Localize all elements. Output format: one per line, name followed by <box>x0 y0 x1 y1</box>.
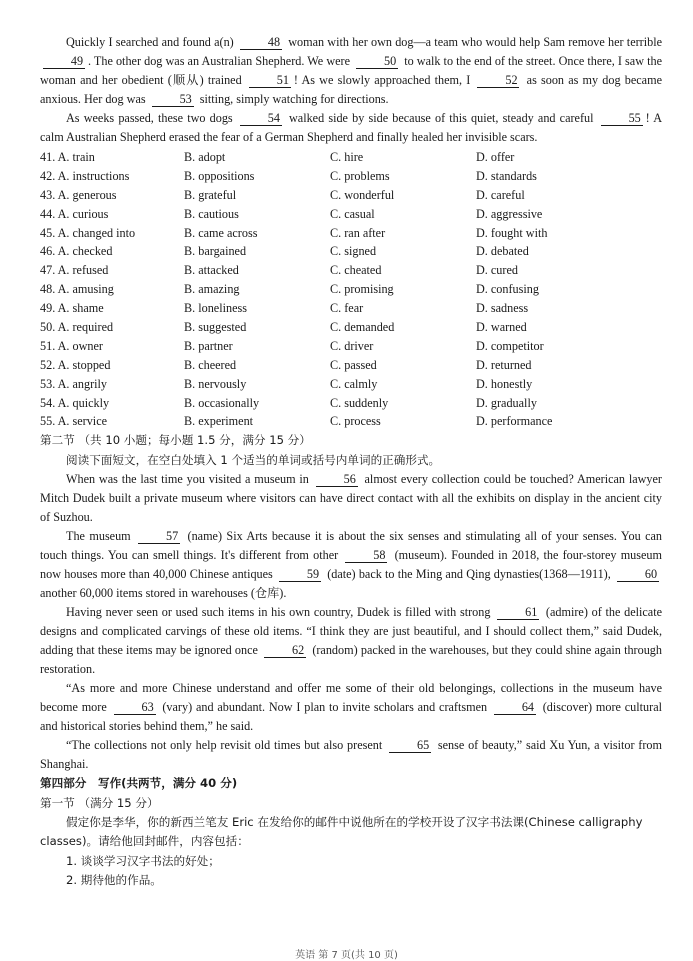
exam-page <box>40 33 662 891</box>
passage-text: When was the last time you visited a museum in <box>66 472 313 487</box>
option-choice: D. standards <box>476 168 537 183</box>
passage-text: Having never seen or used such items in his own country, Dudek is filled with strong <box>66 605 495 620</box>
subsection-heading: 第一节 （满分 15 分） <box>40 795 159 810</box>
option-choice: B. bargained <box>184 244 247 259</box>
option-row <box>40 186 662 205</box>
passage-text: (random) packed in the warehouses, but they could shine again through restoration. <box>40 643 662 677</box>
option-choice: B. grateful <box>184 187 237 202</box>
passage-paragraph <box>40 33 662 109</box>
option-choice: D. gradually <box>476 395 537 410</box>
option-choice: B. experiment <box>184 414 254 429</box>
option-choice: D. cured <box>476 263 518 278</box>
option-choice: B. cautious <box>184 206 239 221</box>
option-choice: C. driver <box>330 338 374 353</box>
option-choice: 41. A. train <box>40 150 95 164</box>
option-choice: 52. A. stopped <box>40 357 111 372</box>
option-choice: C. fear <box>330 301 364 316</box>
answer-blank[interactable]: 63 <box>114 700 156 715</box>
cloze-paragraph <box>40 603 662 679</box>
passage-text: “As more and more Chinese understand and offer me some of their old belongings, collections in the museum have become more <box>40 681 662 715</box>
option-choice: D. performance <box>476 414 553 429</box>
option-choice: 55. A. service <box>40 414 108 429</box>
answer-blank[interactable]: 61 <box>497 605 539 620</box>
option-row <box>40 356 662 375</box>
cloze-paragraph <box>40 527 662 603</box>
answer-blank[interactable]: 51 <box>249 73 291 88</box>
answer-blank[interactable]: 62 <box>264 643 306 658</box>
option-row <box>40 375 662 394</box>
answer-blank[interactable]: 56 <box>316 472 358 487</box>
page-footer: 英语 第 7 页(共 10 页) <box>295 950 398 961</box>
passage-text: (admire) of the delicate designs and complicated carvings of these old items. “I think they are just beautiful, and I should collect them,” said Dudek, adding that these items may be ignored once <box>40 605 662 658</box>
option-choice: 50. A. required <box>40 320 114 335</box>
answer-blank[interactable]: 64 <box>494 700 536 715</box>
cloze-paragraph <box>40 470 662 527</box>
option-choice: 51. A. owner <box>40 338 103 353</box>
option-row <box>40 205 662 224</box>
option-choice: D. competitor <box>476 338 544 353</box>
option-choice: 49. A. shame <box>40 301 104 316</box>
option-choice: C. casual <box>330 206 375 221</box>
passage-text: (discover) more cultural and historical stories behind them,” he said. <box>40 700 662 734</box>
answer-blank[interactable]: 59 <box>279 567 321 582</box>
option-choice: D. aggressive <box>476 206 543 221</box>
passage-text: As weeks passed, these two dogs <box>66 111 237 125</box>
cloze-paragraph <box>40 736 662 774</box>
option-choice: C. calmly <box>330 376 378 391</box>
option-choice: D. returned <box>476 357 532 372</box>
passage-text: Quickly I searched and found a(n) <box>66 35 237 49</box>
answer-blank[interactable]: 57 <box>138 529 180 544</box>
passage-text: ! A calm Australian Shepherd erased the fear of a German Shepherd and finally healed her invisible scars. <box>40 111 662 144</box>
cloze-paragraph <box>40 679 662 736</box>
option-choice: 46. A. checked <box>40 244 113 259</box>
passage-text: to walk to the end of the street. Once there, I saw the woman and her obedient (顺从) trained <box>40 54 662 87</box>
option-row <box>40 394 662 413</box>
passage-text: (date) back to the Ming and Qing dynasties(1368—1911), <box>324 567 614 582</box>
passage-text: as soon as my dog became anxious. Her dog was <box>40 73 662 106</box>
answer-options-table <box>40 148 662 431</box>
option-row <box>40 242 662 261</box>
passage-text: another 60,000 items stored in warehouses (仓库). <box>40 586 287 601</box>
option-row <box>40 261 662 280</box>
answer-blank[interactable]: 52 <box>477 73 519 88</box>
option-choice: D. warned <box>476 320 527 335</box>
option-choice: D. fought with <box>476 225 548 240</box>
option-choice: B. adopt <box>184 150 226 164</box>
passage-text: walked side by side because of this quiet, steady and careful <box>284 111 598 125</box>
passage-text: (vary) and abundant. Now I plan to invite scholars and craftsmen <box>158 700 491 715</box>
option-row <box>40 148 662 167</box>
option-choice: 45. A. changed into <box>40 225 136 240</box>
passage-text: (name) Six Arts because it is about the six senses and stimulating all of your senses. You can touch things. You can smell things. It's different from other <box>40 529 663 563</box>
option-choice: B. suggested <box>184 320 247 335</box>
option-choice: D. sadness <box>476 301 529 316</box>
option-row <box>40 167 662 186</box>
answer-blank[interactable]: 65 <box>389 738 431 753</box>
option-choice: B. partner <box>184 338 233 353</box>
answer-blank[interactable]: 60 <box>617 567 659 582</box>
passage-text: The museum <box>66 529 136 544</box>
writing-point-1: 1. 谈谈学习汉字书法的好处； <box>66 853 220 868</box>
writing-point-2: 2. 期待他的作品。 <box>66 873 162 888</box>
option-choice: 42. A. instructions <box>40 168 130 183</box>
passage-text: ! As we slowly approached them, I <box>293 73 475 87</box>
option-choice: D. careful <box>476 187 525 202</box>
section-instruction: 阅读下面短文，在空白处填入 1 个适当的单词或括号内单词的正确形式。 <box>66 452 441 467</box>
option-choice: C. problems <box>330 168 390 183</box>
option-row <box>40 318 662 337</box>
option-row <box>40 280 662 299</box>
section-heading: 第二节 （共 10 小题；每小题 1.5 分，满分 15 分） <box>40 433 311 448</box>
option-choice: B. occasionally <box>184 395 260 410</box>
option-choice: 48. A. amusing <box>40 282 114 297</box>
passage-text: sense of beauty,” said Xu Yun, a visitor from Shanghai. <box>40 738 662 772</box>
cloze-passage <box>40 470 662 774</box>
option-choice: B. nervously <box>184 376 247 391</box>
option-choice: C. ran after <box>330 225 386 240</box>
option-choice: D. debated <box>476 244 529 259</box>
option-choice: C. suddenly <box>330 395 389 410</box>
answer-blank[interactable]: 49 <box>43 54 85 69</box>
option-choice: 43. A. generous <box>40 187 117 202</box>
option-row <box>40 224 662 243</box>
passage-text: (museum). Founded in 2018, the four-storey museum now houses more than 40,000 Chinese antiques <box>40 548 662 582</box>
answer-blank[interactable]: 48 <box>240 35 282 50</box>
option-choice: C. hire <box>330 150 364 164</box>
answer-blank[interactable]: 53 <box>152 92 194 107</box>
passage-text: sitting, simply watching for directions. <box>196 92 389 106</box>
option-choice: D. honestly <box>476 376 533 391</box>
option-choice: D. offer <box>476 150 515 164</box>
option-choice: C. promising <box>330 282 394 297</box>
option-row <box>40 337 662 356</box>
writing-prompt: 假定你是李华，你的新西兰笔友 Eric 在发给你的邮件中说他所在的学校开设了汉字书法课(Chinese calligraphy classes)。请给他回封邮件，内容包括： <box>40 814 643 849</box>
passage-text: woman with her own dog—a team who would help Sam remove her terrible <box>284 35 662 49</box>
option-choice: 44. A. curious <box>40 206 109 221</box>
option-choice: B. amazing <box>184 282 240 297</box>
option-row <box>40 412 662 431</box>
option-choice: 54. A. quickly <box>40 395 110 410</box>
option-choice: C. demanded <box>330 320 395 335</box>
answer-blank[interactable]: 54 <box>240 111 282 126</box>
passage-text: almost every collection could be touched? American lawyer Mitch Dudek built a private museum where visitors can have direct contact with all the exhibits on display in the ancient city of Suzhou. <box>40 472 662 525</box>
option-choice: C. wonderful <box>330 187 395 202</box>
option-choice: B. oppositions <box>184 168 255 183</box>
part-heading: 第四部分 写作(共两节，满分 40 分) <box>40 776 238 791</box>
answer-blank[interactable]: 50 <box>356 54 398 69</box>
option-choice: B. attacked <box>184 263 239 278</box>
option-choice: 53. A. angrily <box>40 376 108 391</box>
option-choice: B. cheered <box>184 357 237 372</box>
answer-blank[interactable]: 55 <box>601 111 643 126</box>
option-choice: B. loneliness <box>184 301 247 316</box>
option-choice: B. came across <box>184 225 258 240</box>
option-choice: C. cheated <box>330 263 382 278</box>
option-choice: C. signed <box>330 244 377 259</box>
option-choice: 47. A. refused <box>40 263 109 278</box>
option-row <box>40 299 662 318</box>
passage-text: . The other dog was an Australian Shepherd. We were <box>88 54 354 68</box>
option-choice: C. passed <box>330 357 377 372</box>
option-choice: D. confusing <box>476 282 539 297</box>
passage-text: “The collections not only help revisit old times but also present <box>66 738 387 753</box>
answer-blank[interactable]: 58 <box>345 548 387 563</box>
option-choice: C. process <box>330 414 381 429</box>
passage-paragraph <box>40 109 662 147</box>
